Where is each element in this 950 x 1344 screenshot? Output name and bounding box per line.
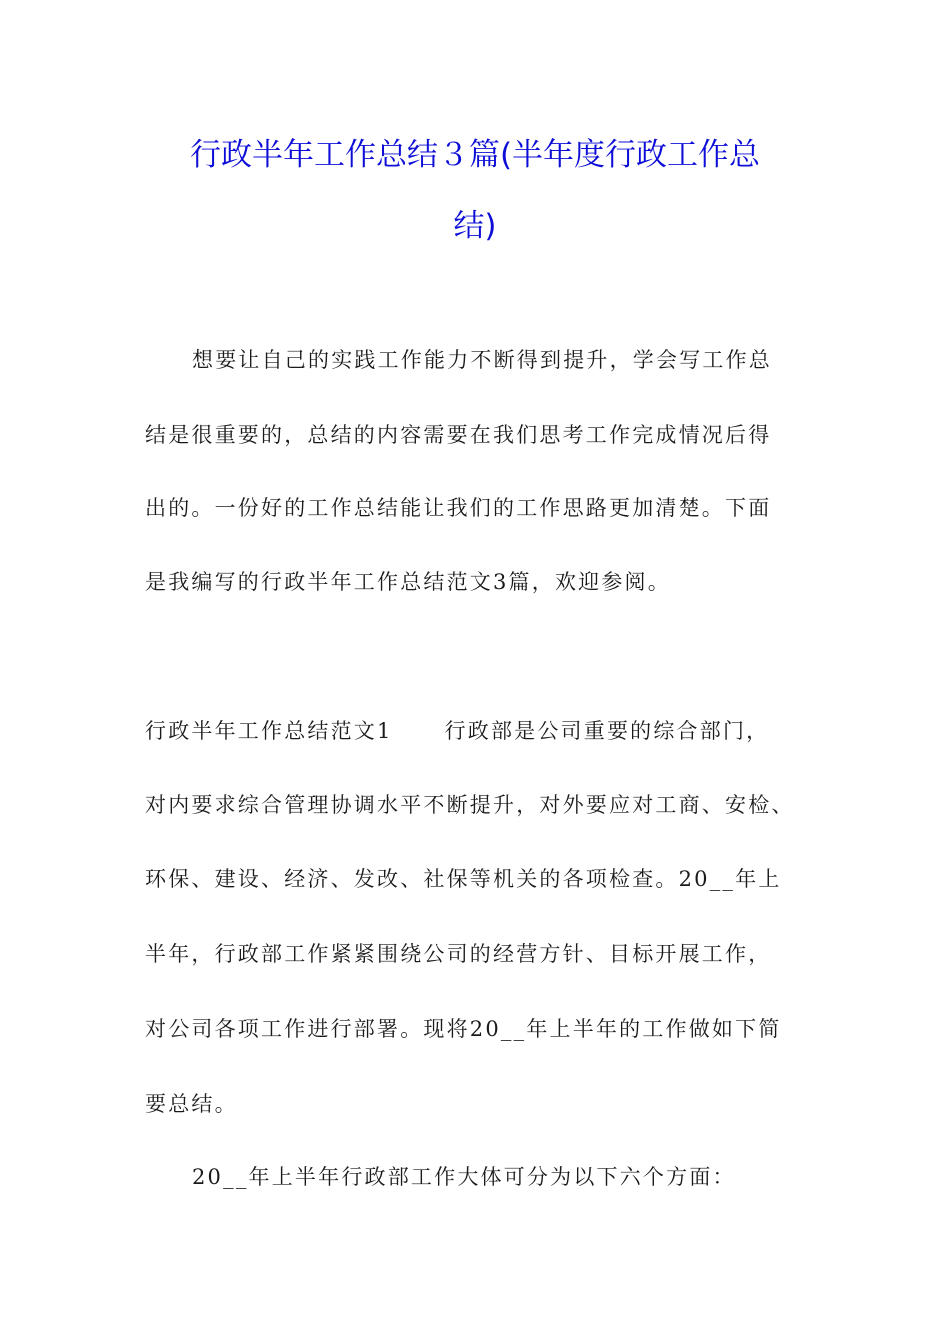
intro-paragraph-line: 出的。一份好的工作总结能让我们的工作思路更加清楚。下面 bbox=[145, 496, 772, 520]
section-1-paragraph-line: 要总结。 bbox=[145, 1092, 238, 1116]
section-1-paragraph-line: 半年，行政部工作紧紧围绕公司的经营方针、目标开展工作， bbox=[145, 942, 772, 966]
section-1-summary-line: 20__年上半年行政部工作大体可分为以下六个方面： bbox=[192, 1165, 736, 1189]
document-title-line-1: 行政半年工作总结３篇(半年度行政工作总 bbox=[189, 137, 761, 173]
document-title-line-2: 结) bbox=[453, 208, 497, 244]
section-1-first-line-text: 行政部是公司重要的综合部门， bbox=[444, 719, 770, 743]
section-1-paragraph-line: 对内要求综合管理协调水平不断提升，对外要应对工商、安检、 bbox=[145, 793, 795, 817]
intro-paragraph-line: 是我编写的行政半年工作总结范文3篇，欢迎参阅。 bbox=[145, 570, 671, 594]
intro-paragraph-line: 想要让自己的实践工作能力不断得到提升，学会写工作总 bbox=[192, 348, 772, 372]
intro-paragraph-line: 结是很重要的，总结的内容需要在我们思考工作完成情况后得 bbox=[145, 423, 772, 447]
section-1-first-line bbox=[145, 716, 769, 746]
section-1-paragraph-line: 对公司各项工作进行部署。现将20__年上半年的工作做如下简 bbox=[145, 1017, 782, 1041]
section-1-heading: 行政半年工作总结范文1 bbox=[145, 719, 393, 743]
section-1-paragraph-line: 环保、建设、经济、发改、社保等机关的各项检查。20__年上 bbox=[145, 867, 782, 891]
